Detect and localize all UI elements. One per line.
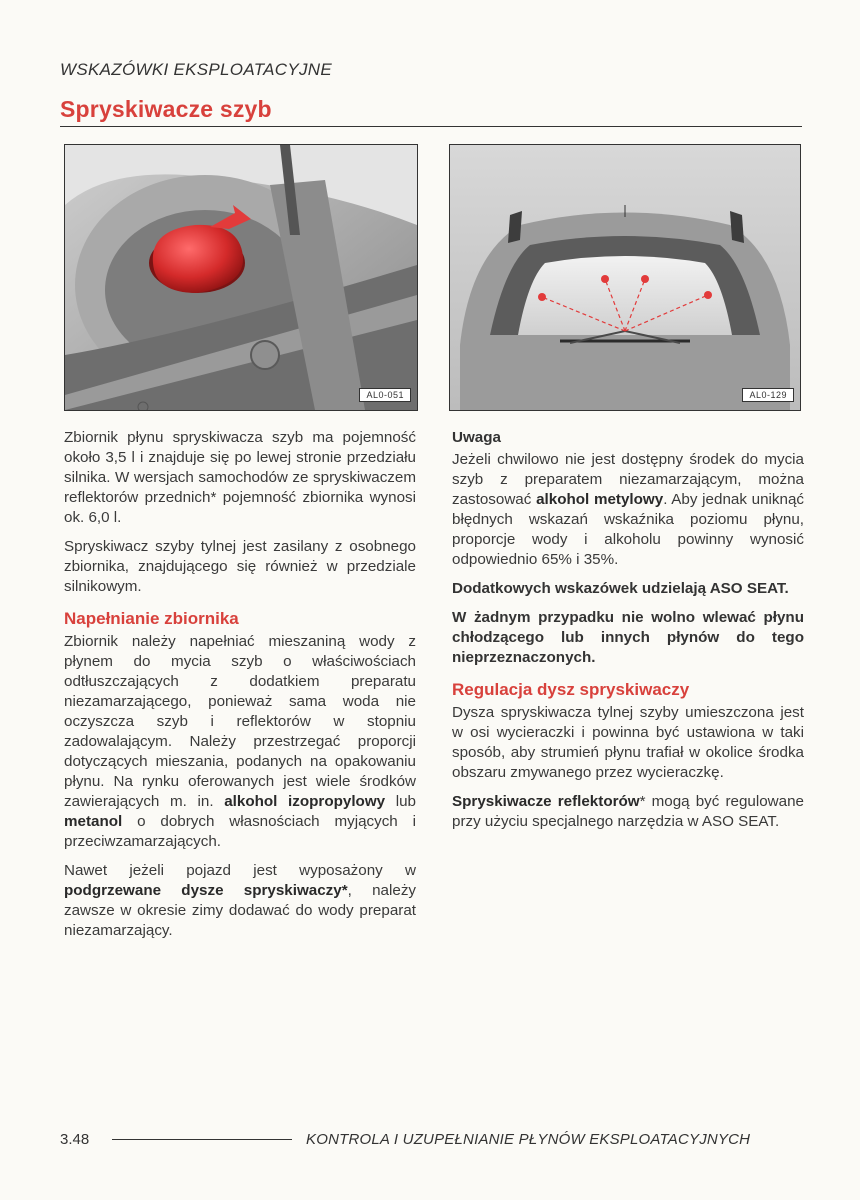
text-run: lub (385, 793, 416, 810)
bold-term: metanol (64, 813, 123, 830)
text-run: Nawet jeżeli pojazd jest wyposażony w (64, 862, 416, 879)
figure-reservoir (64, 144, 418, 411)
paragraph (452, 792, 804, 832)
paragraph (64, 861, 416, 941)
text-run: . Aby jednak uniknąć błędnych wskazań wskaźnika poziomu płynu, proporcje wody i alkoholu powinny wynosić odpowiednio 65% i 35%. (452, 491, 804, 568)
text-run: Zbiornik należy napełniać mieszaniną wody z płynem do mycia szyb o właściwościach odtłuszczających z dodatkiem preparatu niezamarzającego, ponieważ sama woda nie oczyszcza szyb i reflektorów w stopniu zadowalającym. Należy przestrzegać proporcji dotyczących mieszania, podanych na opakowaniu płynu. Na rynku oferowanych jest wiele środków zawierających m. in. (64, 633, 416, 810)
figure-code: AL0-051 (359, 388, 411, 402)
text-run: o dobrych własnościach myjących i przeciwzamarzających. (64, 813, 416, 850)
footer-divider (112, 1139, 292, 1140)
subheading-filling: Napełnianie zbiornika (64, 609, 239, 628)
page-number: 3.48 (60, 1130, 90, 1148)
figure-rear-window (449, 144, 801, 411)
page-footer (60, 1127, 805, 1151)
subheading-nozzle-adjustment: Regulacja dysz spryskiwaczy (452, 680, 690, 699)
left-column (64, 428, 416, 950)
text-run: * mogą być regulowane przy użyciu specjalnego narzędzia w ASO SEAT. (452, 793, 804, 830)
paragraph: Dysza spryskiwacza tylnej szyby umieszczona jest w osi wycieraczki i powinna być ustawiona w taki sposób, aby strumień płynu trafiał w okolice środka obszaru zmywanego przez wycieraczkę. (452, 704, 804, 781)
bold-term: alkohol metylowy (536, 491, 664, 508)
figure-code: AL0-129 (742, 388, 794, 402)
rear-window-illustration (450, 145, 800, 410)
right-column (452, 428, 804, 841)
bold-term: Spryskiwacze reflektorów (452, 793, 640, 810)
warning-paragraph: W żadnym przypadku nie wolno wlewać płynu chłodzącego lub innych płynów do tego nieprzeznaczonych. (452, 609, 804, 666)
chapter-title: KONTROLA I UZUPEŁNIANIE PŁYNÓW EKSPLOATACYJNYCH (306, 1130, 751, 1148)
paragraph: Dodatkowych wskazówek udzielają ASO SEAT. (452, 580, 789, 597)
bold-term: alkohol izopropylowy (224, 793, 386, 810)
paragraph: Zbiornik płynu spryskiwacza szyb ma pojemność około 3,5 l i znajduje się po lewej stronie przedziału silnika. W wersjach samochodów ze spryskiwaczem reflektorów przednich* pojemność zbiornika wynosi ok. 6,0 l. (64, 429, 416, 526)
note-heading: Uwaga (452, 429, 501, 446)
section-label: WSKAZÓWKI EKSPLOATACYJNE (60, 60, 333, 79)
page-title: Spryskiwacze szyb (60, 96, 272, 122)
title-divider (60, 126, 802, 127)
text-run: Jeżeli chwilowo nie jest dostępny środek do mycia szyb z preparatem niezamarzającym, można zastosować (452, 451, 804, 508)
paragraph (452, 450, 804, 570)
bold-term: podgrzewane dysze spryskiwaczy* (64, 882, 348, 899)
reservoir-illustration (65, 145, 417, 410)
text-run: , należy zawsze w okresie zimy dodawać do wody preparat niezamarzający. (64, 882, 417, 939)
paragraph: Spryskiwacz szyby tylnej jest zasilany z osobnego zbiornika, znajdującego się również w przedziale silnikowym. (64, 538, 416, 595)
paragraph (64, 632, 416, 852)
